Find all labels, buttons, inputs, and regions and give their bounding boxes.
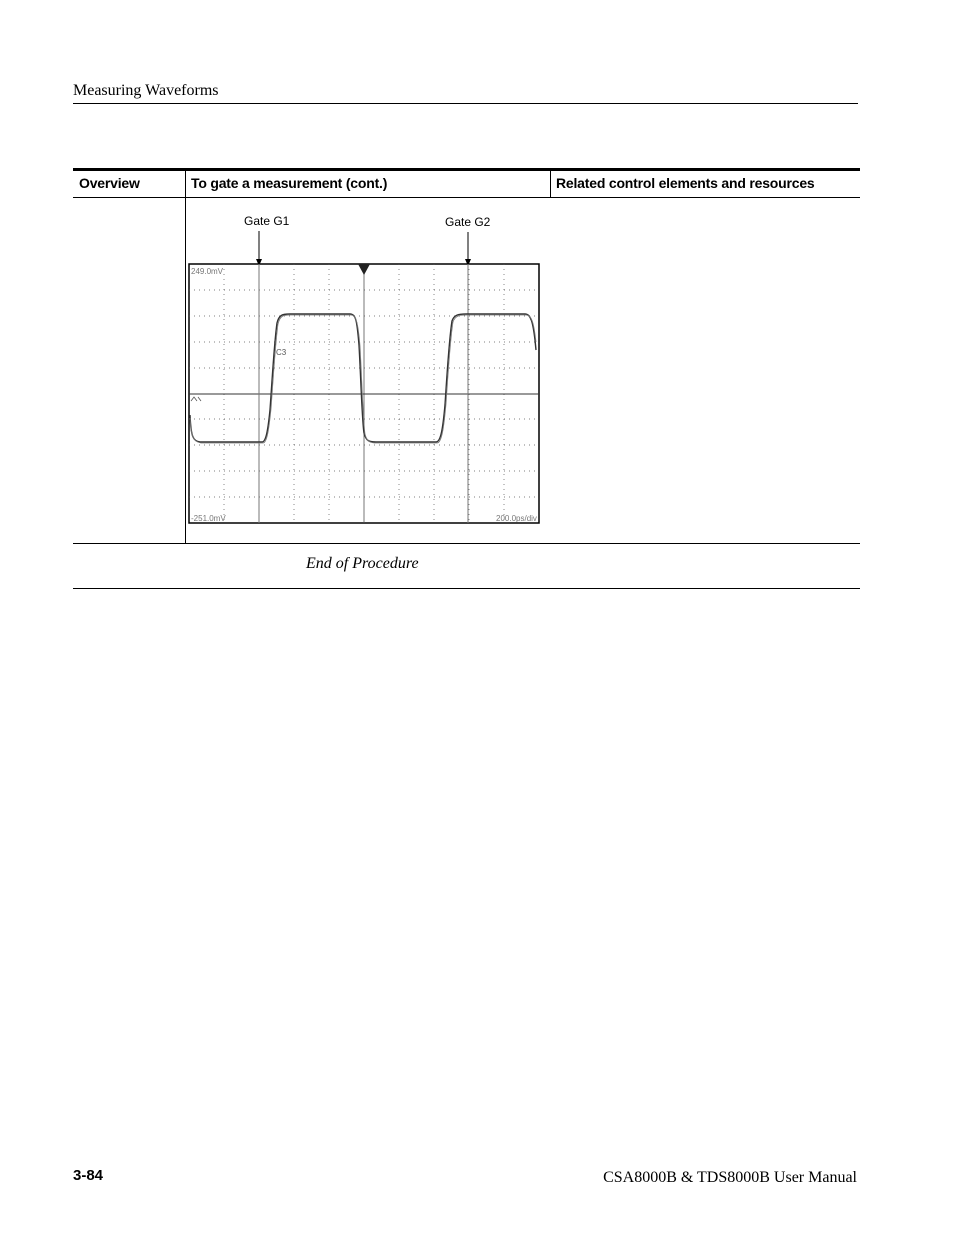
scope-top-readout: 249.0mV xyxy=(191,267,224,276)
column-divider-right xyxy=(550,170,551,198)
page-number: 3-84 xyxy=(73,1167,104,1184)
header-rule xyxy=(73,103,858,104)
manual-title: CSA8000B & TDS8000B User Manual xyxy=(603,1169,857,1186)
table-bottom-rule xyxy=(73,588,860,589)
gate-g1-label: Gate G1 xyxy=(244,214,290,228)
scope-bottom-readout: -251.0mV xyxy=(191,514,226,523)
column-header-related: Related control elements and resources xyxy=(556,175,815,191)
column-header-overview: Overview xyxy=(79,175,140,191)
table-top-rule xyxy=(73,168,860,171)
table-header-rule xyxy=(73,197,860,198)
gated-measurement-figure xyxy=(186,205,546,535)
gate-g2-label: Gate G2 xyxy=(445,215,491,229)
table-body-rule xyxy=(73,543,860,544)
end-of-procedure-note: End of Procedure xyxy=(306,555,419,572)
scope-display-illustration xyxy=(186,205,546,530)
channel-c3-label: C3 xyxy=(276,348,287,357)
running-header: Measuring Waveforms xyxy=(73,82,219,99)
column-header-procedure: To gate a measurement (cont.) xyxy=(191,175,388,191)
scope-timebase-readout: 200.0ps/div xyxy=(496,514,537,523)
